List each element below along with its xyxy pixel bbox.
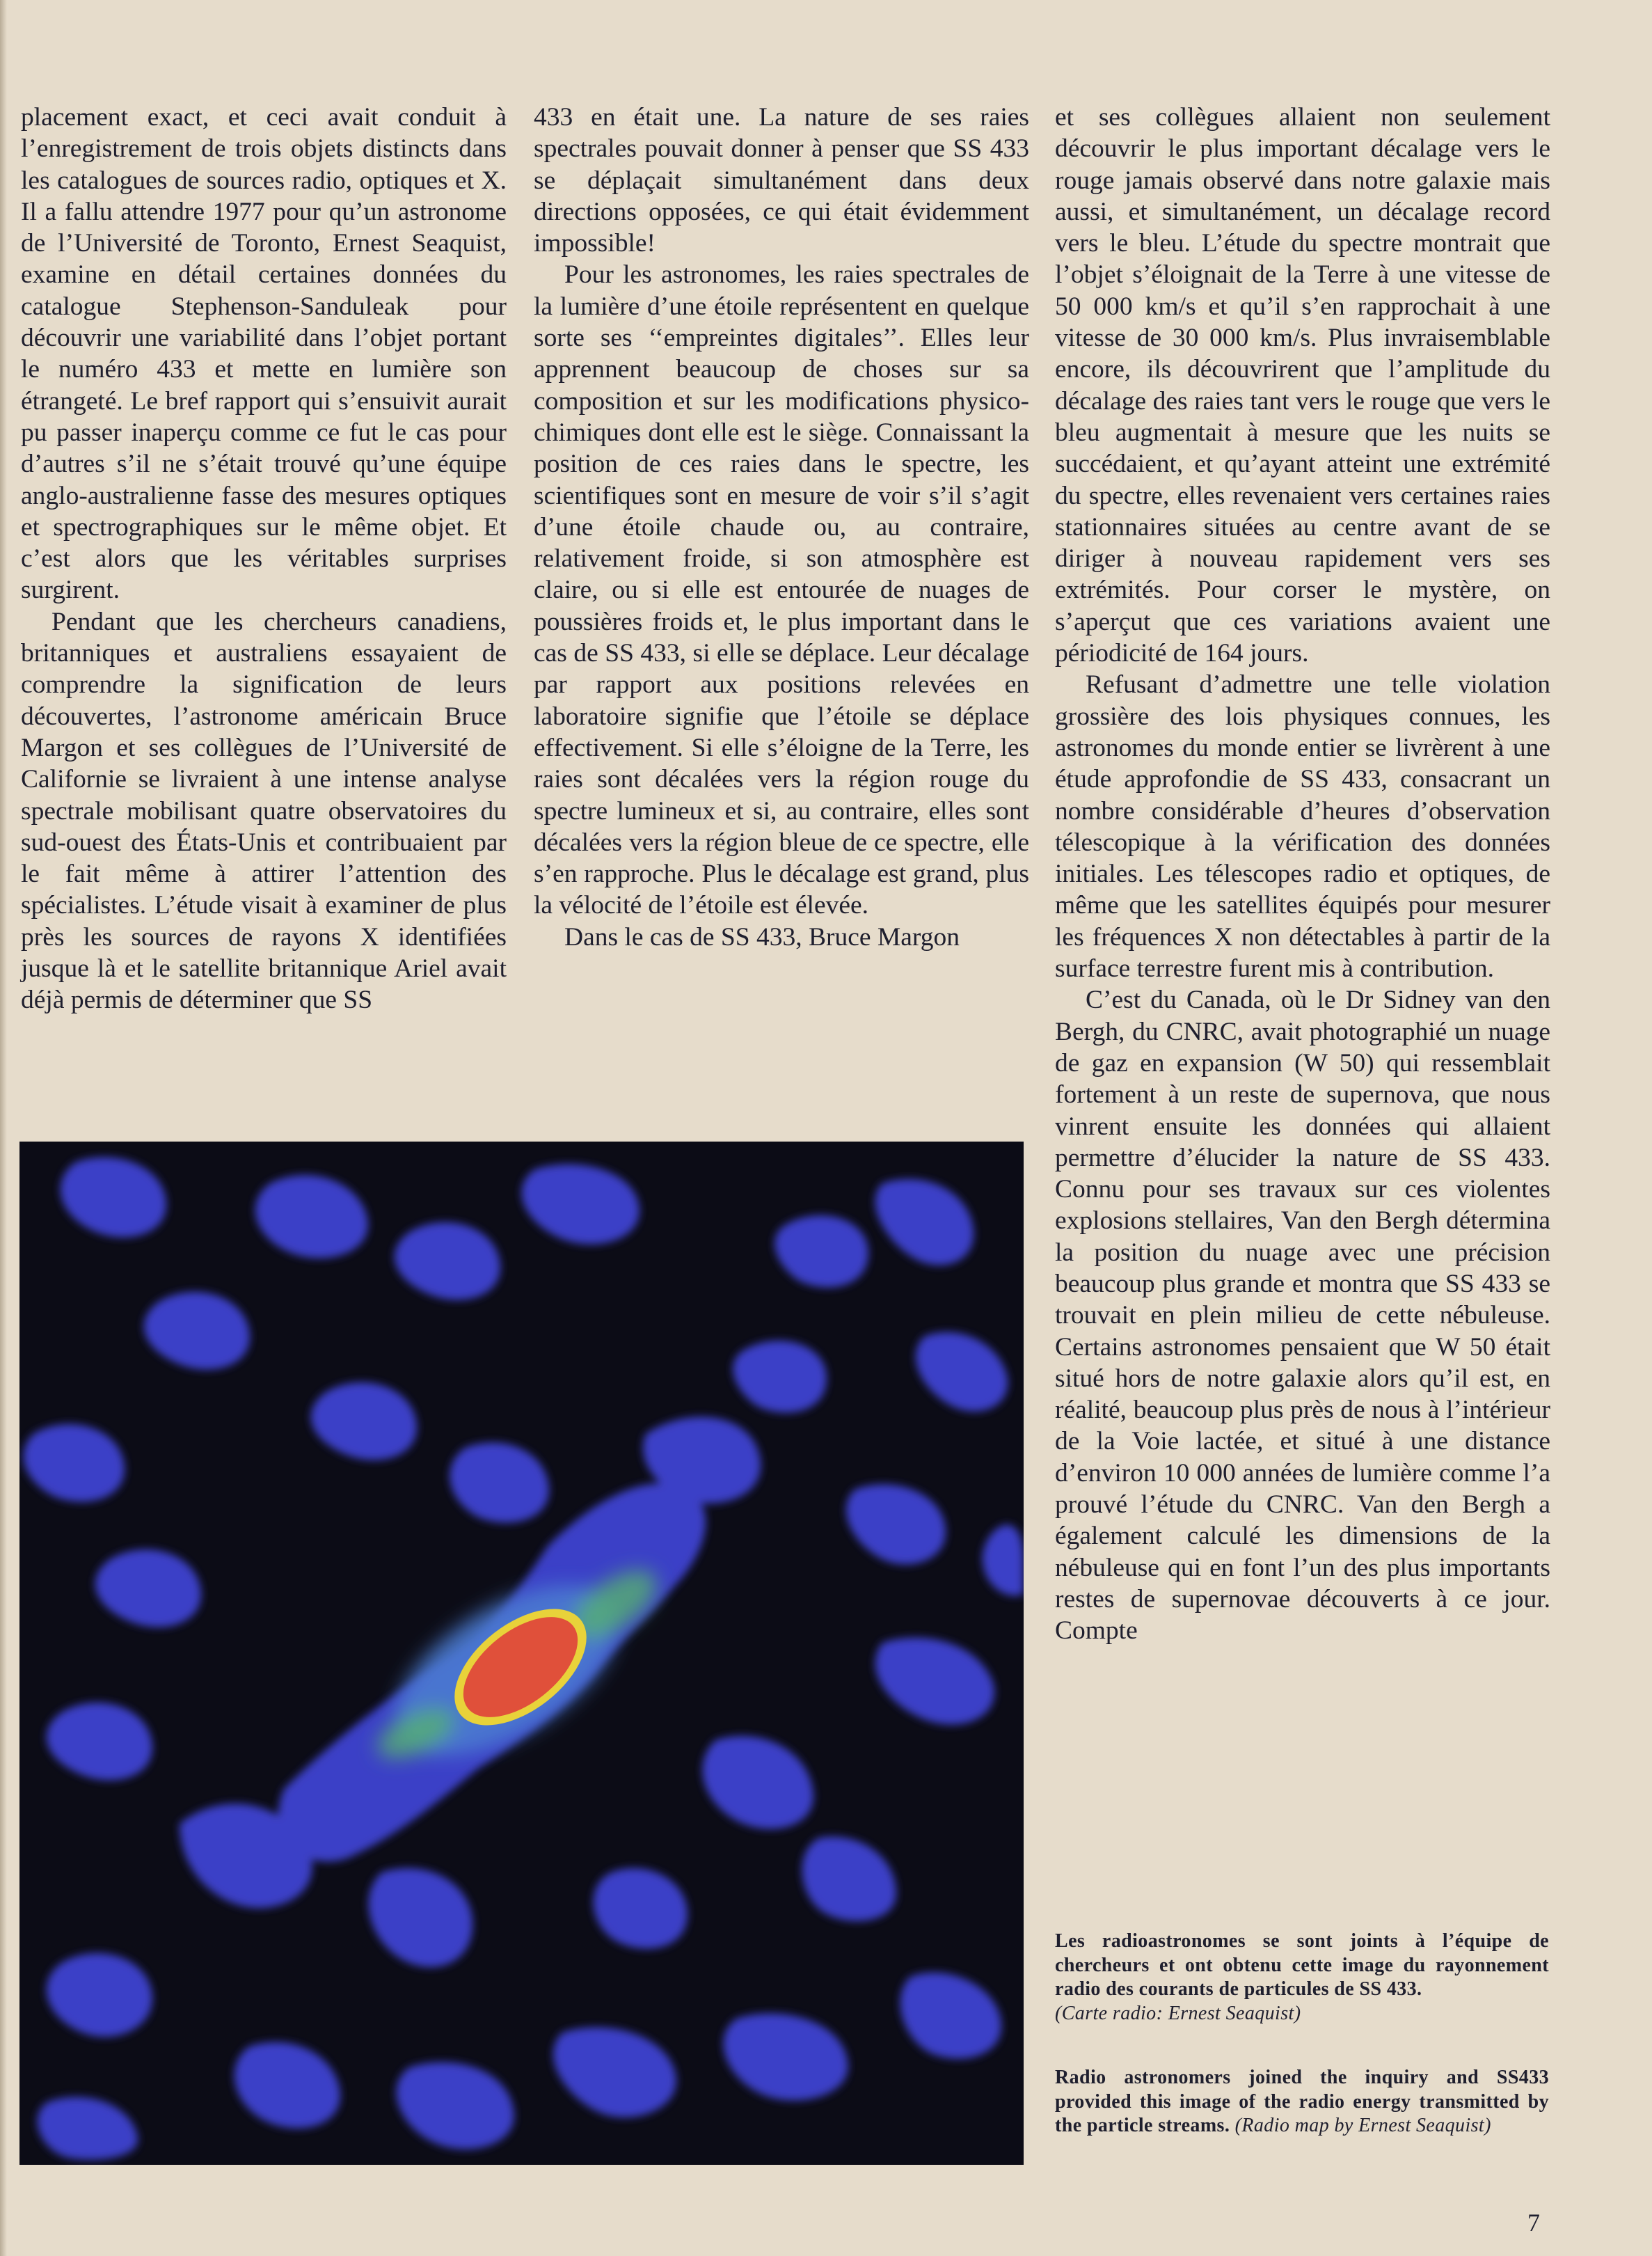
article-column-1	[21, 102, 507, 1016]
paragraph: Dans le cas de SS 433, Bruce Margon	[564, 922, 960, 952]
caption-text: Les radioastronomes se sont joints à l’équipe de chercheurs et ont obtenu cette image du rayonnement radio des courants de particules de SS 433.	[1055, 1930, 1549, 2000]
paragraph: et ses collègues allaient non seulement découvrir le plus important décalage vers le rouge jamais observé dans notre galaxie mais aussi, et simultanément, un décalage record vers le bleu. L’étude du spectre montrait que l’objet s’éloignait de la Terre à une vitesse de 50 000 km/s et qu’il s’en rapprochait à une vitesse de 30 000 km/s. Plus invraisemblable encore, ils découvrirent que l’amplitude du décalage des raies tant vers le rouge que vers le bleu augmentait à mesure que les nuits se succédaient, et qu’ayant atteint une extrémité du spectre, elles revenaient vers certaines raies stationnaires situées au centre avant de se diriger à nouveau rapidement vers ses extrémités. Pour corser le mystère, on s’aperçut que ces variations avaient une périodicité de 164 jours.	[1055, 103, 1550, 668]
caption-credit: (Radio map by Ernest Seaquist)	[1234, 2115, 1491, 2136]
paragraph: placement exact, et ceci avait conduit à l’enregistrement de trois objets distincts dans les catalogues de sources radio, optiques et X. Il a fallu attendre 1977 pour qu’un astronome de l’Université de Toronto, Ernest Seaquist, examine en détail certaines données du catalogue Stephenson-Sanduleak pour découvrir une variabilité dans l’objet portant le numéro 433 et mette en lumière son étrangeté. Le bref rapport qui s’ensuivit aurait pu passer inaperçu comme ce fut le cas pour d’autres s’il ne s’était trouvé qu’une équipe anglo-australienne fasse des mesures optiques et spectrographiques sur le même objet. Et c’est alors que les véritables surprises surgirent.	[21, 103, 507, 605]
figure-caption-english	[1055, 2066, 1549, 2138]
paragraph: Pendant que les chercheurs canadiens, britanniques et australiens essayaient de comprendre la signification de leurs découvertes, l’astronome américain Bruce Margon et ses collègues de l’Université de Californie se livraient à une intense analyse spectrale mobilisant quatre observatoires du sud-ouest des États-Unis et contribuaient par le fait même à attirer l’attention des spécialistes. L’étude visait à examiner de plus près les sources de rayons X identifiées jusque là et le satellite britannique Ariel avait déjà permis de déterminer que SS	[21, 607, 507, 1015]
article-column-3	[1055, 102, 1550, 1647]
caption-credit: (Carte radio: Ernest Seaquist)	[1055, 2002, 1301, 2024]
paragraph: C’est du Canada, où le Dr Sidney van den Bergh, du CNRC, avait photographié un nuage de gaz en expansion (W 50) qui ressemblait fortement à un reste de supernova, que nous vinrent ensuite les données qui allaient permettre d’élucider la nature de SS 433. Connu pour ses travaux sur ces violentes explosions stellaires, Van den Bergh détermina la position du nuage avec une précision beaucoup plus grande et montra que SS 433 se trouvait en plein milieu de cette nébuleuse. Certains astronomes pensaient que W 50 était situé hors de notre galaxie alors qu’il est, en réalité, beaucoup plus près de nous à l’intérieur de la Voie lactée, et situé à une distance d’environ 10 000 années de lumière comme l’a prouvé l’étude du CNRC. Van den Bergh a également calculé les dimensions de la nébuleuse qui en font l’un des plus importants restes de supernovae découverts à ce jour. Compte	[1055, 986, 1550, 1646]
paragraph: Refusant d’admettre une telle violation grossière des lois physiques connues, les astronomes du monde entier se livrèrent à une étude approfondie de SS 433, consacrant un nombre considérable d’heures d’observation télescopique à la vérification des données initiales. Les télescopes radio et optiques, de même que les satellites équipés pour mesurer les fréquences X non détectables à partir de la surface terrestre furent mis à contribution.	[1055, 670, 1550, 984]
paragraph: Pour les astronomes, les raies spectrales de la lumière d’une étoile représentent en quelque sorte ses ‘‘empreintes digitales’’. Elles leur apprennent beaucoup de choses sur sa composition et sur les modifications physico-chimiques dont elle est le siège. Connaissant la position de ces raies dans le spectre, les scientifiques sont en mesure de voir s’il s’agit d’une étoile chaude ou, au contraire, relativement froide, si son atmosphère est claire, ou si elle est entourée de nuages de poussières froids et, le plus important dans le cas de SS 433, si elle se déplace. Leur décalage par rapport aux positions relevées en laboratoire signifie que l’étoile se déplace effectivement. Si elle s’éloigne de la Terre, les raies sont décalées vers la région rouge du spectre lumineux et si, au contraire, elles sont décalées vers la région bleue de ce spectre, elle s’en rapproche. Plus le décalage est grand, plus la vélocité de l’étoile est élevée.	[534, 260, 1029, 920]
page-number: 7	[1527, 2209, 1540, 2237]
page-edge-shadow	[0, 0, 7, 2256]
caption-text: Radio astronomers joined the inquiry and SS433 provided this image of the radio energy transmitted by the particle streams.	[1055, 2067, 1549, 2136]
figure-caption-french	[1055, 1930, 1549, 2026]
radio-map-graphic	[19, 1142, 1024, 2165]
paragraph: 433 en était une. La nature de ses raies spectrales pouvait donner à penser que SS 433 se déplaçait simultanément dans deux directions opposées, ce qui était évidemment impossible!	[534, 103, 1029, 258]
radio-map-image	[19, 1142, 1024, 2165]
article-column-2	[534, 102, 1029, 953]
